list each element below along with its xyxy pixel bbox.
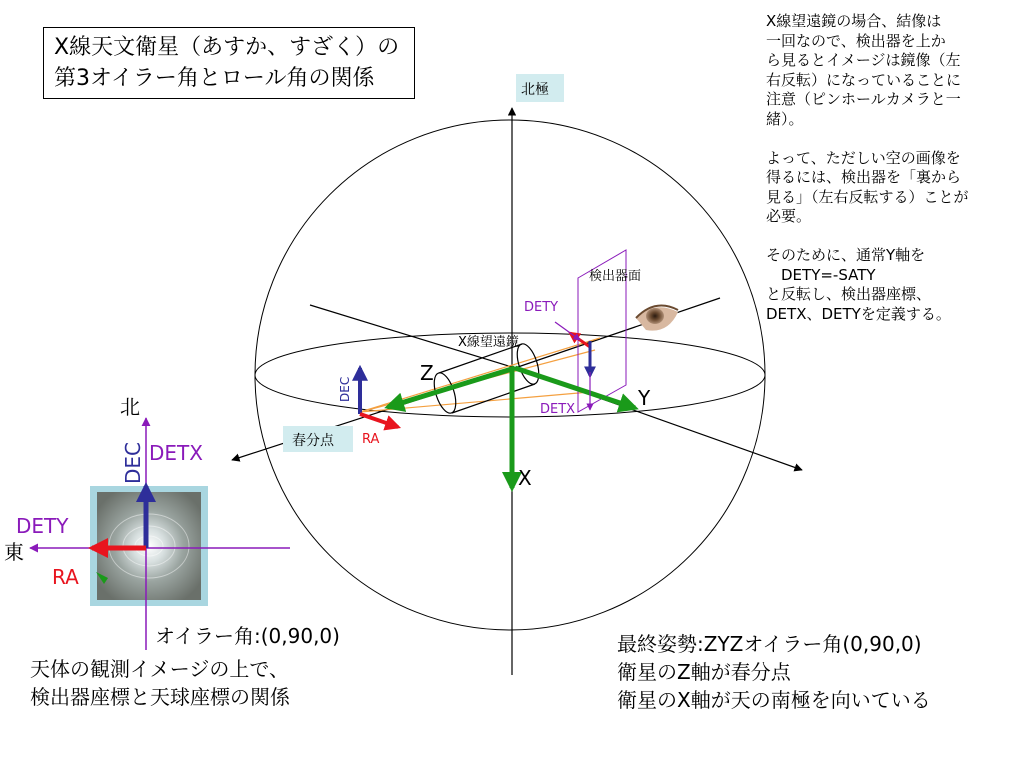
detx-label-image: DETX	[149, 441, 203, 465]
satellite-z-axis	[388, 368, 515, 407]
y-axis-label: Y	[638, 386, 651, 410]
east-label: 東	[4, 540, 24, 564]
final-attitude-caption	[617, 630, 931, 714]
title-line-2: 第3オイラー角とロール角の関係	[54, 66, 375, 91]
north-label: 北	[120, 395, 140, 419]
dety-arrow-detector	[555, 322, 580, 340]
image-caption-line-1: 天体の観測イメージの上で、	[30, 657, 289, 681]
title-line-1: X線天文衛星（あすか、すざく）の	[54, 35, 400, 60]
dec-label-image: DEC	[121, 441, 145, 484]
image-caption-line-2: 検出器座標と天球座標の関係	[30, 685, 290, 709]
ra-label-sphere: RA	[362, 432, 380, 447]
north-pole-label: 北極	[521, 82, 549, 98]
ra-arrow-sphere	[360, 414, 398, 427]
final-attitude-line-3: 衛星のX軸が天の南極を向いている	[617, 688, 931, 712]
detector-plane-label: 検出器面	[589, 269, 642, 284]
explanation-notes: X線望遠鏡の場合、結像は 一回なので、検出器を上か ら見るとイメージは鏡像（左 右反転）になっていることに 注意（ピンホールカメラと一 緒）。 よって、ただしい空の画像を 得るには、検出器を「裏から 見る」（左右反転する）ことが 必要。 そのために、通常Y軸を DETY=-SATY と反転し、検出器座標、 DETX、DETYを定義する。	[766, 12, 969, 323]
image-caption	[30, 655, 290, 711]
detx-label-sphere: DETX	[540, 402, 576, 417]
ra-label-image: RA	[52, 565, 79, 589]
x-axis-label: X	[518, 466, 532, 490]
euler-angle-label: オイラー角:(0,90,0)	[155, 624, 340, 648]
telescope-label: X線望遠鏡	[458, 335, 519, 350]
final-attitude-line-2: 衛星のZ軸が春分点	[617, 660, 791, 684]
dety-label-image: DETY	[16, 514, 69, 538]
z-axis-label: Z	[420, 361, 434, 385]
dec-label-sphere: DEC	[338, 376, 352, 402]
dety-label-sphere: DETY	[524, 300, 559, 315]
final-attitude-line-1: 最終姿勢:ZYZオイラー角(0,90,0)	[617, 632, 922, 656]
vernal-equinox-label: 春分点	[292, 433, 334, 449]
eye-icon	[636, 306, 678, 331]
